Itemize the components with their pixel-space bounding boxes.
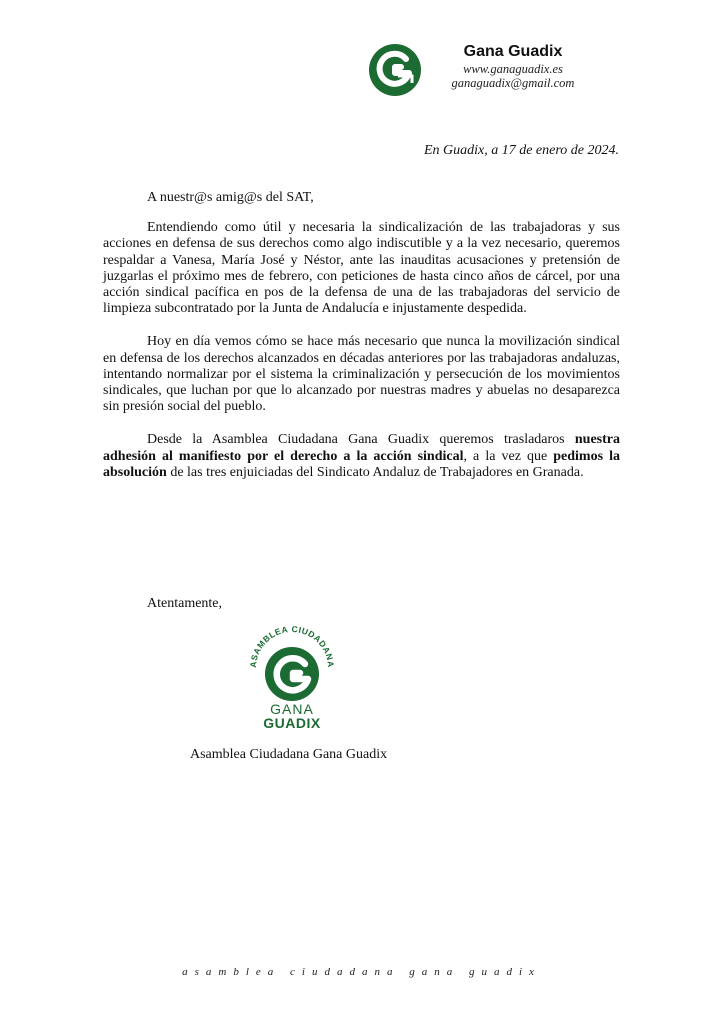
paragraph-3-part1: Desde la Asamblea Ciudadana Gana Guadix queremos trasladaros bbox=[147, 432, 575, 448]
seal-ring-text: ASAMBLEA CIUDADANA bbox=[247, 623, 337, 669]
signature-name: Asamblea Ciudadana Gana Guadix bbox=[190, 747, 388, 762]
footer-text: asamblea ciudadana gana guadix bbox=[182, 966, 541, 978]
seal-line2: GUADIX bbox=[263, 715, 321, 730]
paragraph-3-part2: , a la vez que bbox=[463, 448, 554, 464]
seal-line1: GANA bbox=[270, 701, 314, 717]
assembly-seal-icon bbox=[242, 620, 342, 730]
paragraph-3-bold1: nuestra adhesión al manifiesto por el derecho a la acción sindical bbox=[103, 432, 620, 464]
letter-body bbox=[103, 190, 620, 498]
closing: Atentamente, bbox=[147, 596, 223, 611]
gana-guadix-logo-icon bbox=[368, 43, 422, 97]
org-name: Gana Guadix bbox=[463, 43, 563, 60]
org-header bbox=[418, 42, 608, 90]
date-line: En Guadix, a 17 de enero de 2024. bbox=[423, 143, 619, 158]
org-email: ganaguadix@gmail.com bbox=[451, 76, 575, 90]
paragraph-2: Hoy en día vemos cómo se hace más necesario que nunca la movilización sindical en defensa de los derechos alcanzados en décadas anteriores por las trabajadoras andaluzas, intentando normalizar por el sistema la criminalización y persecución de los movimientos sindicales, que luchan por que lo alcanzado por nuestras madres y abuelas no desaparezca sin presión social del pueblo. bbox=[103, 334, 620, 415]
org-website: www.ganaguadix.es bbox=[463, 62, 563, 76]
paragraph-3-bold2: pedimos la absolución bbox=[103, 448, 620, 480]
greeting: A nuestr@s amig@s del SAT, bbox=[147, 190, 314, 205]
paragraph-1: Entendiendo como útil y necesaria la sindicalización de las trabajadoras y sus acciones en defensa de sus derechos como algo indiscutible y a la vez necesario, queremos respaldar a Vanesa, María José y Néstor, ante las inauditas acusaciones y pretensión de juzgarlas el próximo mes de febrero, con peticiones de hasta cinco años de cárcel, por una acción sindical pacífica en pos de la defensa de una de las trabajadoras del servicio de limpieza subcontratado por la Junta de Andalucía e injustamente despedida. bbox=[103, 220, 620, 317]
paragraph-3 bbox=[103, 432, 620, 481]
paragraph-3-part3: de las tres enjuiciadas del Sindicato Andaluz de Trabajadores en Granada. bbox=[166, 464, 584, 480]
